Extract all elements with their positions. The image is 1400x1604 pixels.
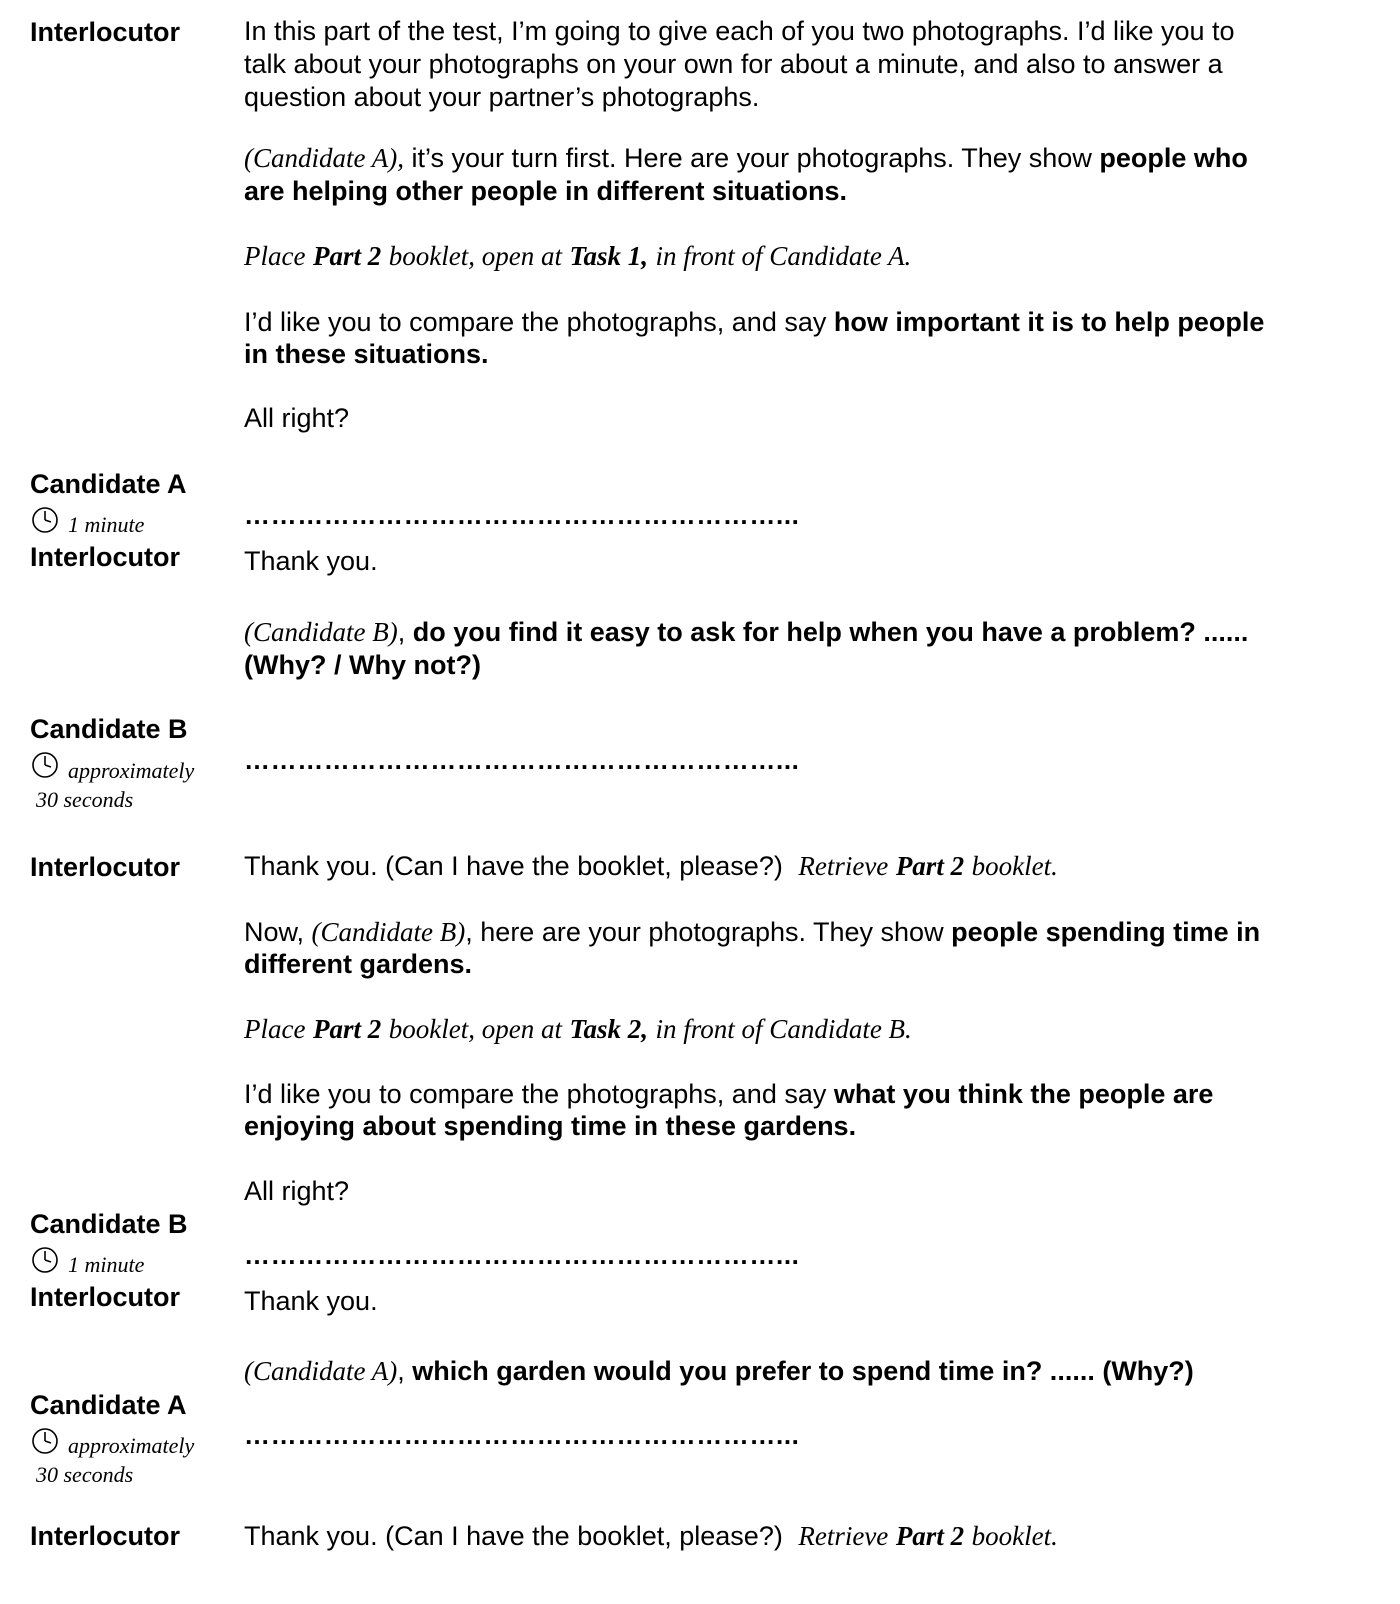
speaker-candidate-b: Candidate B [30,714,188,744]
all-right-prompt: All right? [244,1176,350,1206]
task-a-line-2: in these situations. [244,339,489,369]
instruction-place-booklet: Place Part 2 booklet, open at Task 2, in front of Candidate B. [244,1014,912,1044]
all-right-prompt: All right? [244,403,350,433]
question-b-line-2: (Why? / Why not?) [244,650,481,680]
candidate-b-turn-line-2: different gardens. [244,949,473,979]
timer-label: approximately [68,758,195,783]
speaker-interlocutor: Interlocutor [30,1521,181,1551]
clock-icon [31,751,59,779]
speaker-interlocutor: Interlocutor [30,852,181,882]
candidate-b-turn-line-1: Now, (Candidate B), here are your photographs. They show people spending time in [244,917,1261,947]
timer-label: 30 seconds [36,1462,134,1487]
candidate-a-turn-line-2: are helping other people in different situations. [244,176,848,206]
response-line: ……………………………………………………... [244,1420,800,1450]
timer-label: 1 minute [68,1252,145,1277]
thank-you-retrieve: Thank you. (Can I have the booklet, please?) Retrieve Part 2 booklet. [244,851,1058,881]
intro-line-3: question about your partner’s photographs. [244,82,760,112]
response-line: ……………………………………………………... [244,1240,800,1270]
speaker-candidate-a: Candidate A [30,469,187,499]
thank-you: Thank you. [244,546,378,576]
task-b-line-2: enjoying about spending time in these gardens. [244,1111,857,1141]
speaker-interlocutor: Interlocutor [30,542,181,572]
timer-label: 30 seconds [36,787,134,812]
intro-line-2: talk about your photographs on your own for about a minute, and also to answer a [244,49,1223,79]
task-a-line-1: I’d like you to compare the photographs, and say how important it is to help people [244,307,1265,337]
topic-text: people who [1099,143,1248,173]
timer-label: approximately [68,1433,195,1458]
response-line: ……………………………………………………... [244,745,800,775]
response-line: ……………………………………………………... [244,500,800,530]
clock-icon [31,506,59,534]
speaker-interlocutor: Interlocutor [30,17,181,47]
candidate-tag: (Candidate A), [244,143,404,173]
question-a: (Candidate A), which garden would you prefer to spend time in? ...... (Why?) [244,1356,1194,1386]
intro-line-1: In this part of the test, I’m going to give each of you two photographs. I’d like you to [244,16,1235,46]
question-b-line-1: (Candidate B), do you find it easy to ask for help when you have a problem? ...... [244,617,1249,647]
turn-text: it’s your turn first. Here are your photographs. They show [411,143,1092,173]
clock-icon [31,1427,59,1455]
thank-you: Thank you. [244,1286,378,1316]
instruction-place-booklet: Place Part 2 booklet, open at Task 1, in front of Candidate A. [244,241,912,271]
clock-icon [31,1246,59,1274]
speaker-candidate-b: Candidate B [30,1209,188,1239]
speaker-candidate-a: Candidate A [30,1390,187,1420]
speaker-interlocutor: Interlocutor [30,1282,181,1312]
thank-you-retrieve: Thank you. (Can I have the booklet, please?) Retrieve Part 2 booklet. [244,1521,1058,1551]
candidate-a-turn-line-1 [244,142,1248,175]
timer-label: 1 minute [68,512,145,537]
task-b-line-1: I’d like you to compare the photographs, and say what you think the people are [244,1079,1214,1109]
